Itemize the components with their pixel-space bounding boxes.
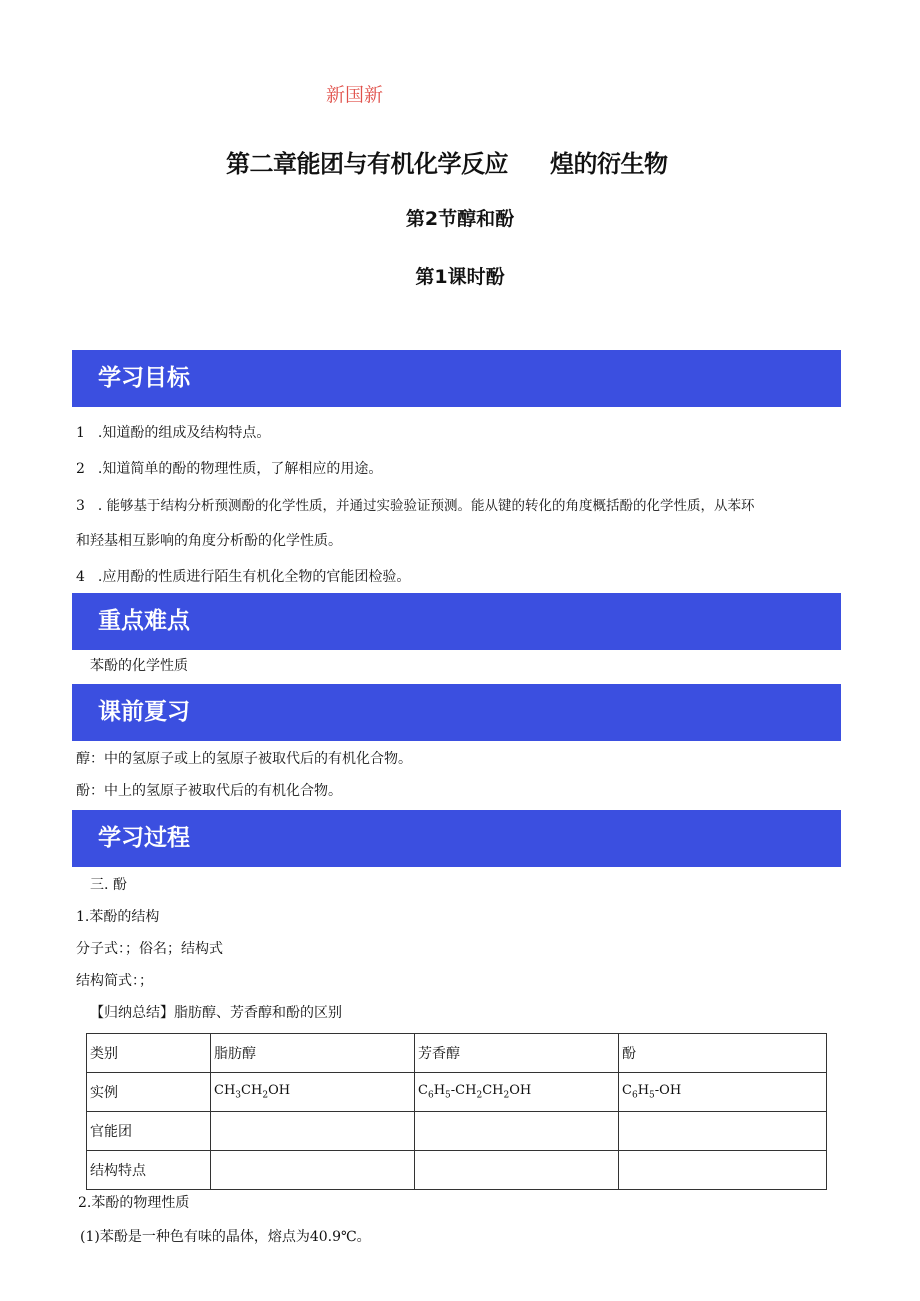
goal-item-3	[76, 494, 755, 514]
table-row	[87, 1073, 827, 1112]
simple-formula-line: 结构简式：；	[76, 973, 153, 989]
goal-text: .知道简单的酚的物理性质，了解相应的用途。	[97, 461, 383, 477]
section-label: 三. 酚	[90, 877, 127, 893]
comparison-table	[86, 1033, 827, 1190]
review-line-1: 醇：中的氢原子或上的氢原子被取代后的有机化合物。	[76, 751, 412, 767]
goal-num: 2	[76, 461, 85, 477]
goal-item-1	[76, 422, 270, 442]
table-cell: 酚	[619, 1034, 827, 1073]
chapter-title	[226, 144, 668, 179]
goal-num: 3	[76, 498, 85, 514]
goal-text: . 能够基于结构分析预测酚的化学性质，并通过实验验证预测。能从键的转化的角度概括酚的化学性质，从苯环	[97, 498, 755, 514]
formula-line: 分子式：；俗名；结构式	[76, 941, 223, 957]
table-row	[87, 1034, 827, 1073]
subsection-structure: 1.苯酚的结构	[76, 909, 160, 925]
table-cell	[619, 1151, 827, 1190]
summary-label: 【归纳总结】脂肪醇、芳香醇和酚的区别	[90, 1005, 342, 1021]
table-cell: 实例	[87, 1073, 211, 1112]
table-row	[87, 1112, 827, 1151]
review-line-2: 酚：中上的氢原子被取代后的有机化合物。	[76, 783, 342, 799]
table-cell: 官能团	[87, 1112, 211, 1151]
table-cell	[211, 1112, 415, 1151]
table-cell	[619, 1112, 827, 1151]
table-cell: 结构特点	[87, 1151, 211, 1190]
subsection-physical: 2.苯酚的物理性质	[78, 1195, 190, 1211]
chapter-title-left: 第二章能团与有机化学反应	[226, 150, 508, 178]
goal-num: 4	[76, 569, 85, 585]
goal-num: 1	[76, 425, 85, 441]
chapter-title-right: 煌的衍生物	[550, 150, 668, 178]
goals-heading: 学习目标	[72, 350, 841, 407]
table-cell: 脂肪醇	[211, 1034, 415, 1073]
goal-text: .应用酚的性质进行陌生有机化全物的官能团检验。	[97, 569, 411, 585]
section-title: 第2节醇和酚	[405, 208, 515, 230]
table-cell	[415, 1112, 619, 1151]
lesson-title: 第1课时酚	[415, 266, 505, 288]
header-mark: 新国新	[326, 84, 384, 106]
table-cell: 类别	[87, 1034, 211, 1073]
key-text: 苯酚的化学性质	[90, 658, 188, 674]
goal-item-3-cont: 和羟基相互影响的角度分析酚的化学性质。	[76, 533, 342, 549]
table-cell: 芳香醇	[415, 1034, 619, 1073]
process-heading: 学习过程	[72, 810, 841, 867]
goal-item-4	[76, 566, 410, 586]
table-cell: $C_6H_5-OH$	[619, 1073, 827, 1112]
key-heading: 重点难点	[72, 593, 841, 650]
table-cell: $C_6H_5-CH_2CH_2OH$	[415, 1073, 619, 1112]
table-cell	[415, 1151, 619, 1190]
review-heading: 课前夏习	[72, 684, 841, 741]
physical-property-1: (1)苯酚是一种色有味的晶体，熔点为40.9℃。	[80, 1229, 371, 1245]
goal-text: .知道酚的组成及结构特点。	[97, 425, 271, 441]
table-cell	[211, 1151, 415, 1190]
goal-item-2	[76, 458, 382, 478]
table-cell: $CH_3CH_2OH$	[211, 1073, 415, 1112]
table-row	[87, 1151, 827, 1190]
